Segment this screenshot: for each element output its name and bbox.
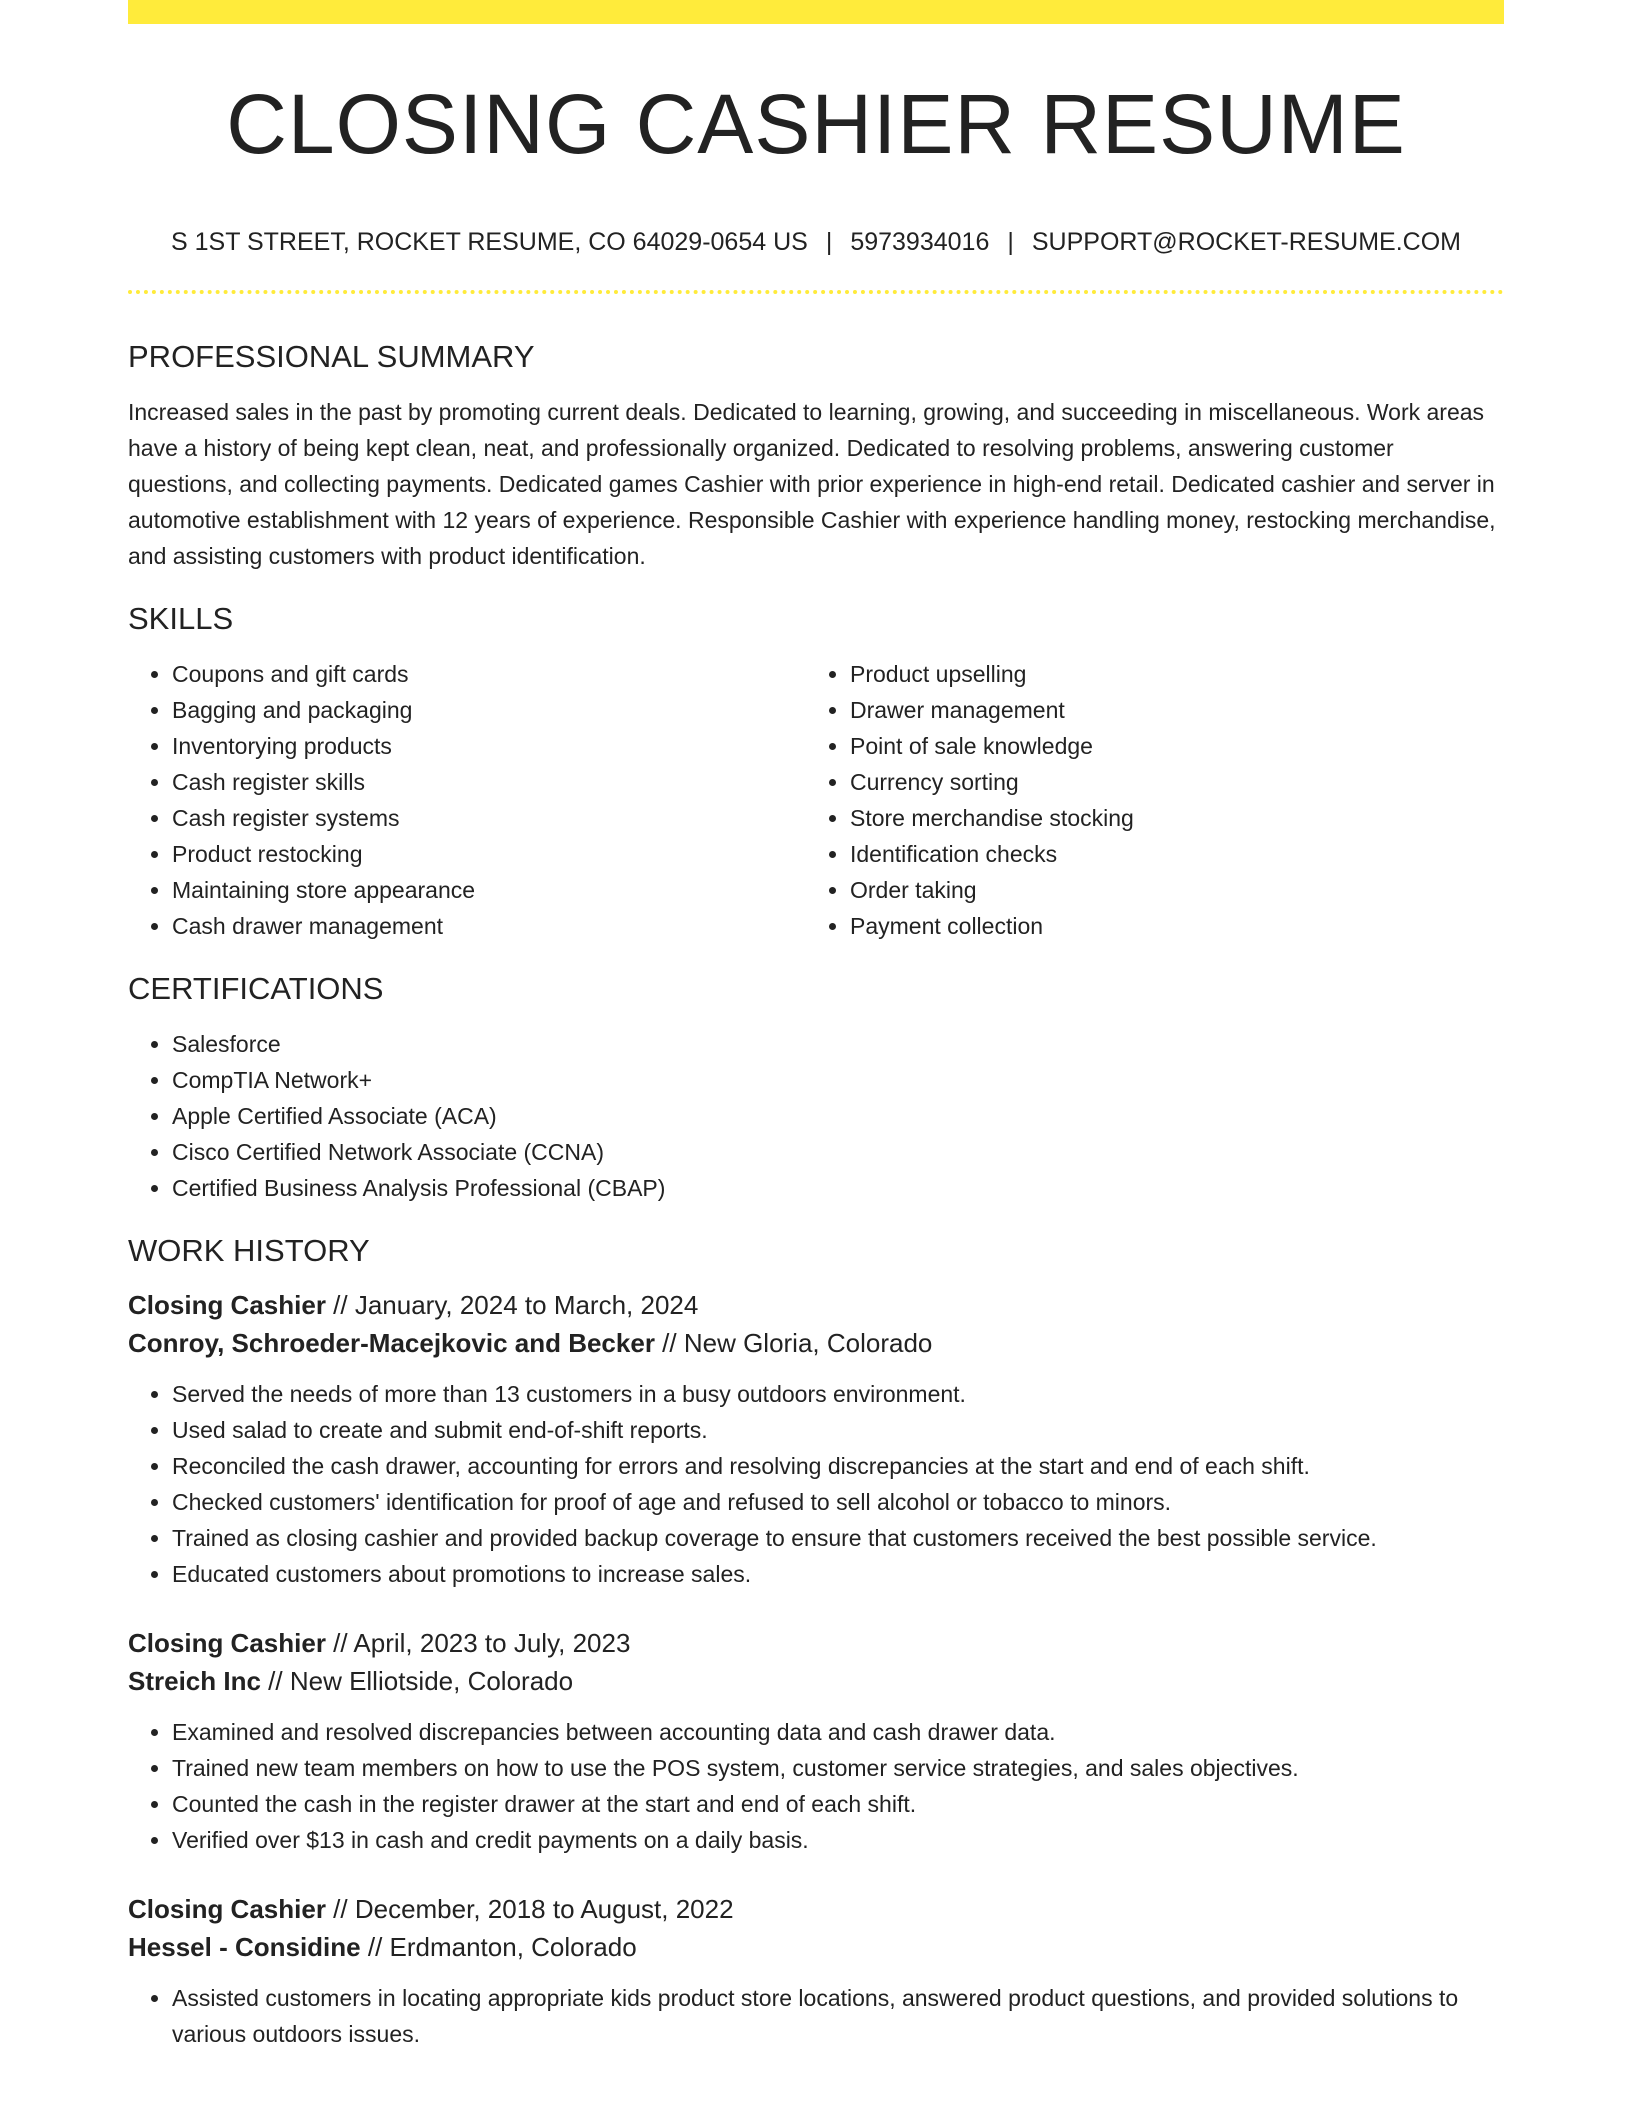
job-title-line (128, 1286, 1504, 1324)
resume-title: CLOSING CASHIER RESUME (226, 77, 1406, 171)
skill-item: • Order taking (850, 872, 1484, 908)
skills-heading: SKILLS (128, 601, 234, 637)
job-duty: • Educated customers about promotions to increase sales. (172, 1556, 1504, 1592)
job-entry (128, 1624, 1504, 1858)
skill-item: • Cash register systems (172, 800, 806, 836)
skill-item: • Product restocking (172, 836, 806, 872)
certification-item: • Certified Business Analysis Professional (CBAP) (172, 1170, 1504, 1206)
job-location: // New Elliotside, Colorado (260, 1666, 574, 1697)
contact-address: S 1ST STREET, ROCKET RESUME, CO 64029-0654 US (171, 228, 808, 256)
skill-item: • Point of sale knowledge (850, 728, 1484, 764)
skill-item: • Store merchandise stocking (850, 800, 1484, 836)
skills-columns (128, 656, 1504, 944)
contact-email: SUPPORT@ROCKET-RESUME.COM (1031, 228, 1461, 256)
summary-heading: PROFESSIONAL SUMMARY (128, 339, 535, 374)
contact-phone: 5973934016 (850, 228, 990, 256)
job-location: // New Gloria, Colorado (654, 1328, 933, 1359)
job-duty: • Assisted customers in locating appropriate kids product store locations, answered product questions, and provided solutions to various outdoors issues. (172, 1980, 1504, 2052)
job-duties-list (128, 1714, 1504, 1858)
job-title-line (128, 1890, 1504, 1928)
summary-text: Increased sales in the past by promoting current deals. Dedicated to learning, growing, and succeeding in miscellaneous. Work areas have a history of being kept clean, neat, and professionally organized. Dedicated to resolving problems, answering customer questions, and collecting payments. Dedicated games Cashier with prior experience in high-end retail. Dedicated cashier and server in automotive establishment with 12 years of experience. Responsible Cashier with experience handling money, restocking merchandise, and assisting customers with product identification. (128, 399, 1496, 570)
job-title-line (128, 1624, 1504, 1662)
skills-list-left (128, 656, 806, 944)
skill-item: • Payment collection (850, 908, 1484, 944)
skill-item: • Drawer management (850, 692, 1484, 728)
skill-item: • Product upselling (850, 656, 1484, 692)
skill-item: • Cash register skills (172, 764, 806, 800)
resume-page (128, 0, 1504, 2052)
job-dates: // December, 2018 to August, 2022 (325, 1894, 734, 1925)
job-company-line (128, 1324, 1504, 1362)
job-duty: • Trained as closing cashier and provided backup coverage to ensure that customers received the best possible service. (172, 1520, 1504, 1556)
job-dates: // April, 2023 to July, 2023 (325, 1628, 631, 1659)
skill-item: • Bagging and packaging (172, 692, 806, 728)
accent-top-bar (128, 0, 1504, 24)
job-duty: • Trained new team members on how to use the POS system, customer service strategies, and sales objectives. (172, 1750, 1504, 1786)
work-history-heading: WORK HISTORY (128, 1233, 370, 1269)
job-entry (128, 1286, 1504, 1592)
job-title: Closing Cashier (128, 1628, 326, 1659)
job-duty: • Reconciled the cash drawer, accounting for errors and resolving discrepancies at the start and end of each shift. (172, 1448, 1504, 1484)
dotted-divider (128, 290, 1504, 294)
skill-item: • Inventorying products (172, 728, 806, 764)
job-duty: • Served the needs of more than 13 customers in a busy outdoors environment. (172, 1376, 1504, 1412)
contact-separator: | (1007, 228, 1014, 256)
job-company: Hessel - Considine (128, 1932, 361, 1963)
certification-item: • CompTIA Network+ (172, 1062, 1504, 1098)
certifications-heading: CERTIFICATIONS (128, 971, 384, 1007)
job-duty: • Examined and resolved discrepancies between accounting data and cash drawer data. (172, 1714, 1504, 1750)
skill-item: • Maintaining store appearance (172, 872, 806, 908)
job-company: Conroy, Schroeder-Macejkovic and Becker (128, 1328, 655, 1359)
certification-item: • Apple Certified Associate (ACA) (172, 1098, 1504, 1134)
job-company-line (128, 1662, 1504, 1700)
job-company: Streich Inc (128, 1666, 261, 1697)
skill-item: • Cash drawer management (172, 908, 806, 944)
skill-item: • Identification checks (850, 836, 1484, 872)
job-title: Closing Cashier (128, 1894, 326, 1925)
skills-list-right (806, 656, 1484, 944)
certification-item: • Cisco Certified Network Associate (CCNA) (172, 1134, 1504, 1170)
job-duty: • Verified over $13 in cash and credit payments on a daily basis. (172, 1822, 1504, 1858)
job-duty: • Counted the cash in the register drawer at the start and end of each shift. (172, 1786, 1504, 1822)
contact-separator: | (825, 228, 833, 256)
job-duties-list (128, 1376, 1504, 1592)
job-location: // Erdmanton, Colorado (360, 1932, 637, 1963)
certification-item: • Salesforce (172, 1026, 1504, 1062)
job-duty: • Checked customers' identification for proof of age and refused to sell alcohol or tobacco to minors. (172, 1484, 1504, 1520)
contact-line (128, 230, 1504, 260)
job-dates: // January, 2024 to March, 2024 (325, 1290, 699, 1321)
job-title: Closing Cashier (128, 1290, 326, 1321)
job-company-line (128, 1928, 1504, 1966)
skill-item: • Currency sorting (850, 764, 1484, 800)
skill-item: • Coupons and gift cards (172, 656, 806, 692)
certifications-list (128, 1026, 1504, 1206)
job-entry (128, 1890, 1504, 2052)
job-duties-list (128, 1980, 1504, 2052)
job-duty: • Used salad to create and submit end-of-shift reports. (172, 1412, 1504, 1448)
